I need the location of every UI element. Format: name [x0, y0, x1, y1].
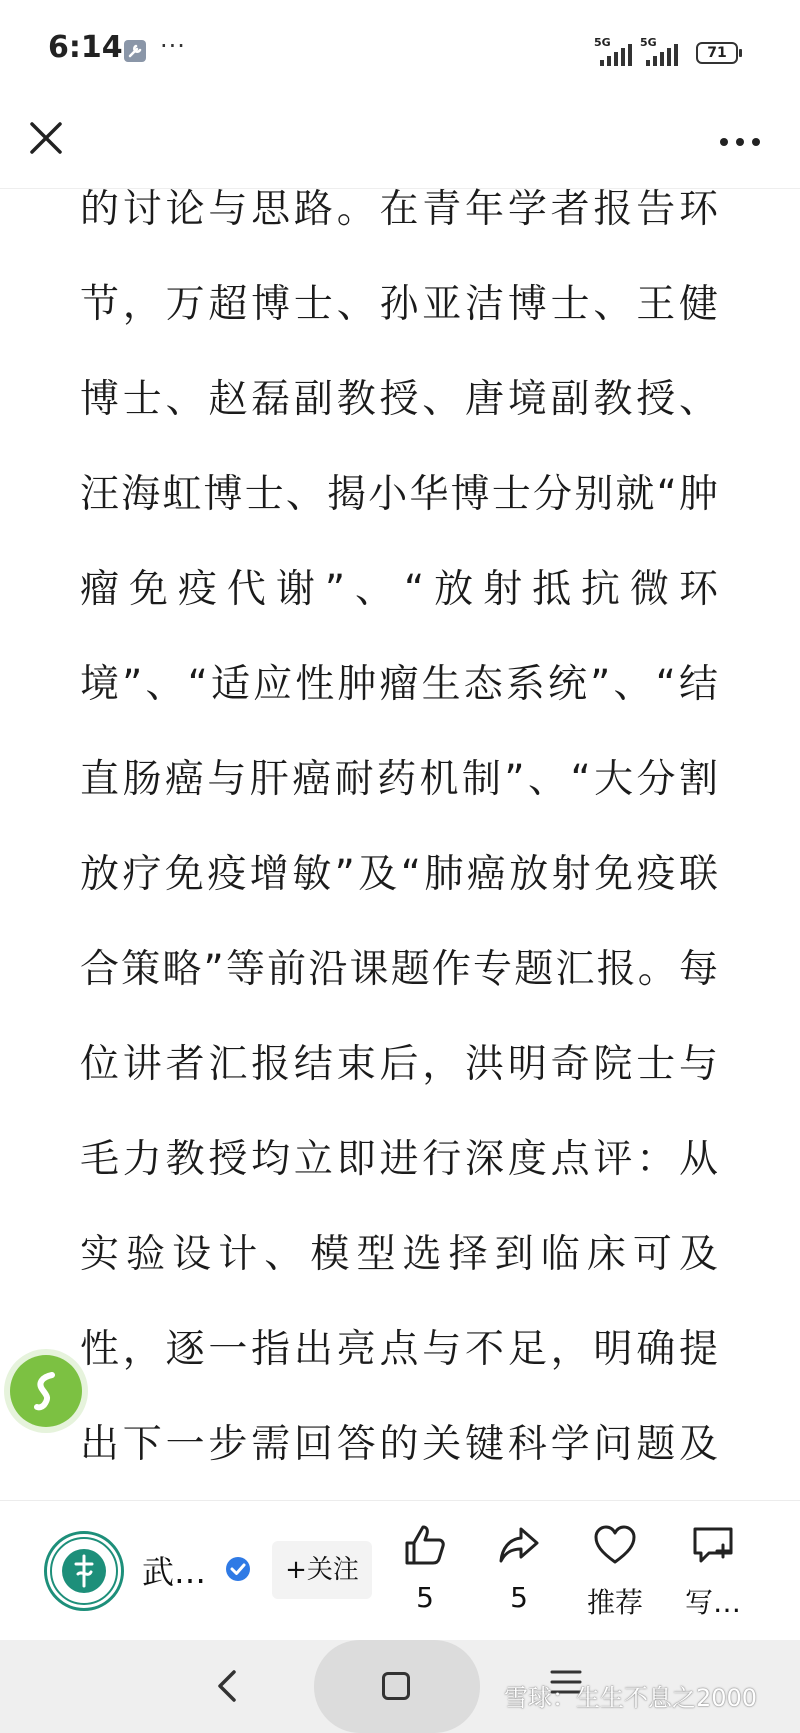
avatar[interactable]: [44, 1531, 124, 1611]
close-button[interactable]: [24, 116, 68, 160]
close-icon: [24, 116, 68, 160]
signal-icon: [594, 38, 644, 66]
article-body: [80, 188, 720, 1500]
share-count: 5: [510, 1581, 528, 1614]
thumbs-up-icon: [401, 1521, 449, 1569]
recommend-button[interactable]: [570, 1521, 660, 1621]
article-paragraph: 的讨论与思路。在青年学者报告环节，万超博士、孙亚洁博士、王健博士、赵磊副教授、唐境副教授、汪海虹博士、揭小华博士分别就“肿瘤免疫代谢”、“放射抵抗微环境”、“适应性肿瘤生态系统”、“结直肠癌与肝癌耐药机制”、“大分割放疗免疫增敏”及“肺癌放射免疫联合策略”等前沿课题作专题汇报。每位讲者汇报结束后，洪明奇院士与毛力教授均立即进行深度点评：从实验设计、模型选择到临床可及性，逐一指出亮点与不足，明确提出下一步需回答的关键科学问题及: [80, 187, 720, 1467]
home-square-icon: [382, 1672, 410, 1700]
back-button[interactable]: [200, 1658, 256, 1714]
bottom-action-bar: [0, 1500, 800, 1641]
like-count: 5: [416, 1581, 434, 1614]
home-button[interactable]: [314, 1640, 480, 1733]
status-bar: [0, 0, 800, 100]
heart-icon: [591, 1521, 639, 1569]
watermark: 雪球：生生不息之2000: [504, 1684, 758, 1712]
more-button[interactable]: [710, 120, 770, 160]
share-button[interactable]: [474, 1521, 564, 1614]
write-comment-button[interactable]: [668, 1521, 758, 1621]
signal-icon: [640, 38, 690, 66]
more-icon: [710, 120, 770, 160]
hospital-logo-icon: [47, 1534, 121, 1608]
s-logo-icon: [24, 1369, 68, 1413]
account-name[interactable]: 武…: [142, 1553, 207, 1591]
status-time: 6:14: [48, 30, 123, 65]
chevron-left-icon: [200, 1658, 256, 1714]
share-arrow-icon: [495, 1521, 543, 1569]
network-type-label: 5G: [640, 36, 657, 49]
wrench-icon: [124, 40, 146, 62]
floating-action-button[interactable]: [10, 1355, 82, 1427]
recommend-label: 推荐: [586, 1586, 643, 1619]
network-type-label: 5G: [594, 36, 611, 49]
battery-icon: 71: [696, 42, 738, 64]
notification-dots: ···: [160, 32, 186, 60]
follow-button[interactable]: +关注: [272, 1541, 372, 1599]
comment-add-icon: [689, 1521, 737, 1569]
like-button[interactable]: [380, 1521, 470, 1614]
system-nav-bar: [0, 1640, 800, 1733]
write-label: 写…: [684, 1586, 741, 1619]
verified-icon: [224, 1555, 252, 1583]
